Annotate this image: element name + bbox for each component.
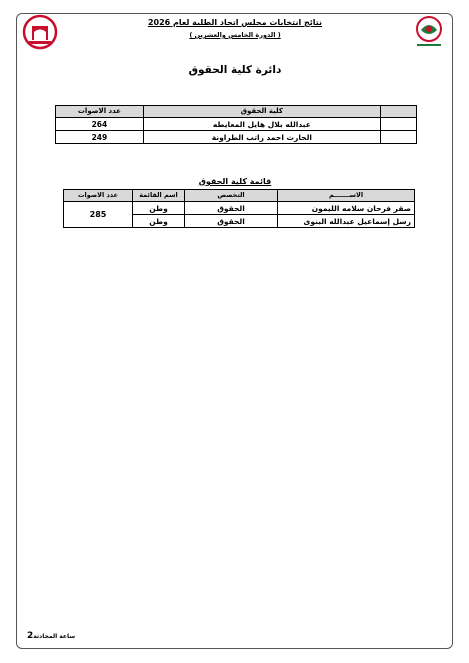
table-row	[56, 131, 417, 144]
list-name-header: اسم القائمة	[133, 190, 185, 202]
blank-cell	[380, 106, 416, 118]
blank-cell	[380, 131, 416, 144]
faculty-header: كلية الحقوق	[143, 106, 380, 118]
table-header-row	[64, 190, 415, 202]
candidate-name-cell: صقر فرحان سلامه الليمون	[278, 202, 415, 215]
specialty-cell: الحقوق	[185, 202, 278, 215]
page-footer	[27, 631, 75, 641]
table-header-row	[56, 106, 417, 118]
votes-header: عدد الاصوات	[64, 190, 133, 202]
association-logo	[22, 14, 58, 50]
university-logo	[411, 14, 447, 50]
header-title: نتائج انتخابات مجلس اتحاد الطلبة لعام 2026	[147, 18, 323, 27]
section-title: دائرة كلية الحقوق	[188, 64, 282, 76]
header-subtitle: ( الدورة الخامس والعشرين )	[189, 31, 281, 39]
votes-header: عدد الاصوات	[56, 106, 144, 118]
name-header: الاســـــــم	[278, 190, 415, 202]
candidate-name-cell: عبدالله بلال هايل المعايطه	[143, 118, 380, 131]
list-results-table	[63, 189, 415, 228]
specialty-header: التخصص	[185, 190, 278, 202]
faculty-results-table	[55, 105, 417, 144]
votes-cell: 249	[56, 131, 144, 144]
blank-cell	[380, 118, 416, 131]
list-name-cell: وطن	[133, 202, 185, 215]
candidate-name-cell: رسل إسماعيل عبدالله البنوى	[278, 215, 415, 228]
list-title: قائمة كلية الحقوق	[198, 177, 272, 186]
table-row	[64, 202, 415, 215]
votes-cell: 264	[56, 118, 144, 131]
list-name-cell: وطن	[133, 215, 185, 228]
list-votes-cell: 285	[64, 202, 133, 228]
footer-label: ساعة المحادثة	[33, 633, 76, 640]
page-number: 2	[27, 631, 34, 641]
table-row	[56, 118, 417, 131]
candidate-name-cell: الحارث احمد راتب الطراونة	[143, 131, 380, 144]
specialty-cell: الحقوق	[185, 215, 278, 228]
